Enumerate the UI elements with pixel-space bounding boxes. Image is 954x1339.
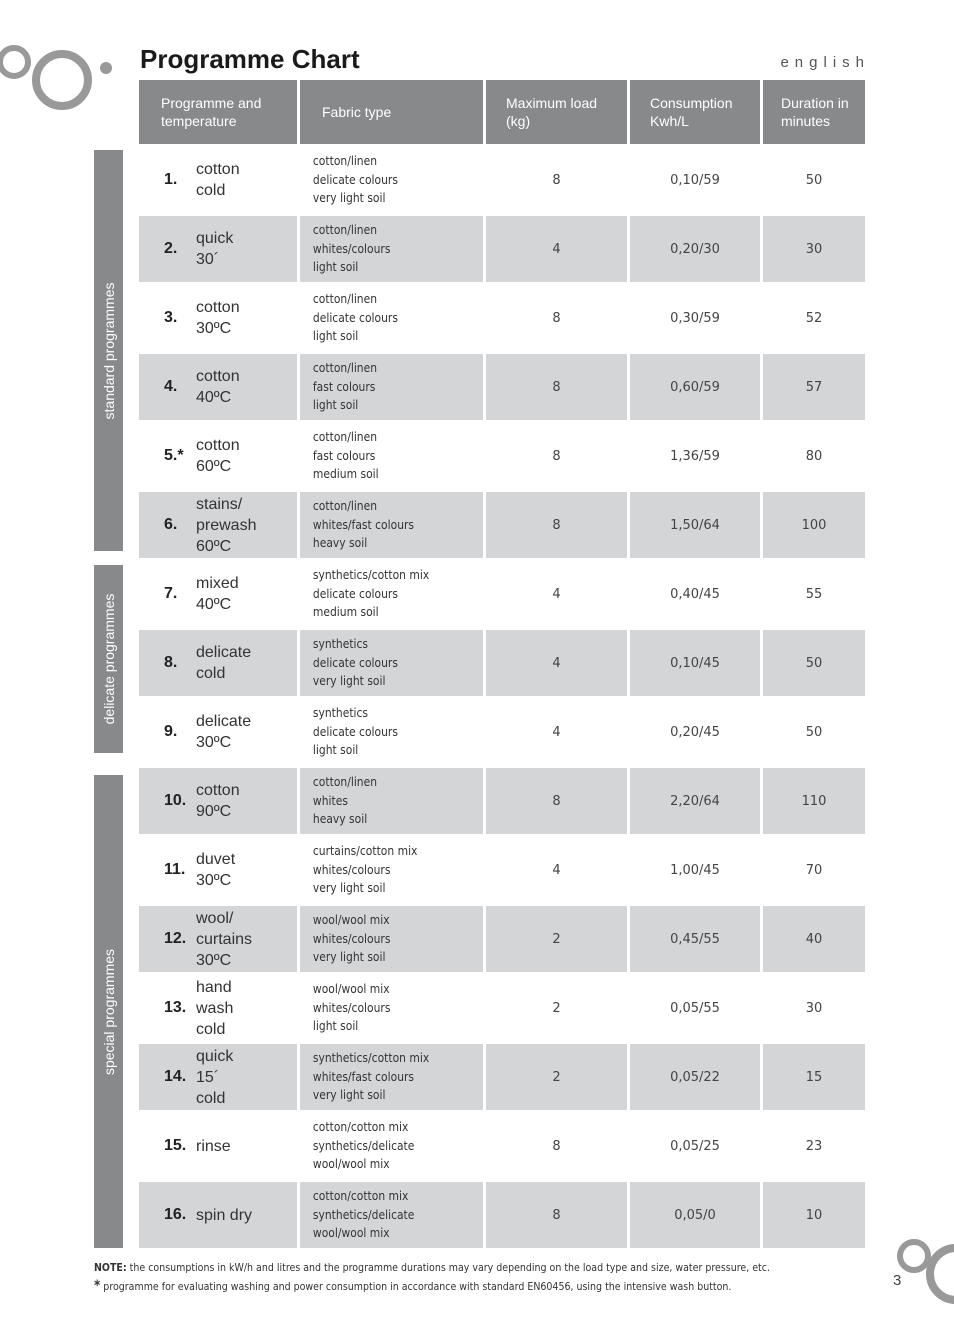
duration-cell: 57: [763, 354, 865, 420]
programme-name-line: mixed: [196, 575, 239, 592]
max-load-cell: 8: [486, 147, 627, 213]
fabric-line: synthetics: [312, 705, 369, 721]
fabric-cell: [300, 630, 483, 696]
fabric-line: medium soil: [312, 604, 379, 620]
fabric-line: cotton/linen: [312, 222, 378, 238]
consumption-cell: 0,60/59: [630, 354, 760, 420]
duration-cell: 52: [763, 285, 865, 351]
corner-circles-icon: [894, 1232, 954, 1312]
fabric-line: synthetics: [312, 636, 369, 652]
max-load-cell: 2: [486, 1044, 627, 1110]
consumption-cell: 0,20/30: [630, 216, 760, 282]
footnotes: [94, 1258, 868, 1296]
programme-number: 11.: [164, 861, 186, 878]
programme-number: 14.: [164, 1068, 187, 1085]
programme-name: [196, 297, 240, 339]
fabric-cell: [300, 147, 483, 213]
programme-name-line: 30ºC: [196, 872, 232, 889]
programme-number: 13.: [164, 999, 187, 1016]
programme-cell: [139, 216, 297, 282]
table-row: [139, 1113, 865, 1179]
programme-number: 8.: [164, 654, 178, 671]
programme-number: 7.: [164, 585, 178, 602]
fabric-cell: [300, 1044, 483, 1110]
brand-circles-icon: [0, 38, 120, 118]
fabric-cell: [300, 561, 483, 627]
table-row: [139, 837, 865, 903]
page-title: Programme Chart: [140, 44, 360, 74]
fabric-line: cotton/cotton mix: [312, 1119, 409, 1135]
table-row: [139, 1044, 865, 1110]
fabric-line: very light soil: [312, 949, 386, 965]
fabric-line: whites/colours: [312, 861, 391, 877]
fabric-type: [300, 980, 457, 1036]
fabric-line: cotton/linen: [312, 153, 378, 169]
table-row: [139, 906, 865, 972]
duration-cell: 55: [763, 561, 865, 627]
programme-name: [196, 228, 233, 270]
consumption-cell: 0,05/22: [630, 1044, 760, 1110]
programme-name-line: 30ºC: [196, 734, 232, 751]
fabric-cell: [300, 1113, 483, 1179]
consumption-cell: 2,20/64: [630, 768, 760, 834]
fabric-line: whites/colours: [312, 930, 391, 946]
consumption-cell: 0,05/55: [630, 975, 760, 1041]
fabric-type: [300, 497, 457, 553]
fabric-line: synthetics/delicate: [312, 1137, 415, 1153]
table-header-row: [139, 80, 865, 144]
programme-cell: [139, 561, 297, 627]
duration-cell: 80: [763, 423, 865, 489]
consumption-cell: 0,10/45: [630, 630, 760, 696]
consumption-cell: 0,20/45: [630, 699, 760, 765]
max-load-cell: 8: [486, 285, 627, 351]
duration-cell: 30: [763, 216, 865, 282]
fabric-line: whites/fast colours: [312, 1068, 415, 1084]
consumption-cell: 1,00/45: [630, 837, 760, 903]
programme-name-line: duvet: [196, 851, 236, 868]
programme-name-line: spin dry: [196, 1206, 253, 1224]
programme-cell: [139, 492, 297, 558]
programme-number: 9.: [164, 723, 178, 740]
programme-number: 6.: [164, 516, 178, 533]
table-row: [139, 423, 865, 489]
fabric-line: light soil: [312, 328, 359, 344]
programme-name: [196, 908, 252, 971]
duration-cell: 15: [763, 1044, 865, 1110]
max-load-cell: 8: [486, 492, 627, 558]
fabric-cell: [300, 906, 483, 972]
max-load-cell: 8: [486, 423, 627, 489]
table-row: [139, 561, 865, 627]
programme-name: [196, 1136, 231, 1157]
fabric-type: [300, 428, 457, 484]
programme-name: [196, 780, 240, 822]
programme-name-line: 90ºC: [196, 803, 232, 820]
programme-name: [196, 849, 235, 891]
star-note-line: * programme for evaluating washing and power consumption in accordance with standard EN60456, using the intensive wash button.: [94, 1278, 732, 1294]
fabric-line: synthetics/delicate: [312, 1206, 415, 1222]
fabric-line: very light soil: [312, 190, 386, 206]
programme-name-line: cold: [196, 1020, 226, 1038]
consumption-cell: 0,45/55: [630, 906, 760, 972]
fabric-type: [300, 1118, 457, 1174]
fabric-type: [300, 359, 457, 415]
programme-name: [196, 573, 239, 615]
duration-cell: 70: [763, 837, 865, 903]
programme-name-line: curtains: [196, 930, 253, 948]
duration-cell: 10: [763, 1182, 865, 1248]
programme-name: [196, 494, 256, 557]
max-load-cell: 8: [486, 1182, 627, 1248]
col-header-programme: Programme and temperature: [139, 80, 297, 144]
fabric-type: [300, 290, 457, 346]
programme-name-line: wash: [196, 999, 234, 1017]
programme-cell: [139, 354, 297, 420]
programme-cell: [139, 975, 297, 1041]
fabric-type: [300, 1049, 457, 1105]
fabric-cell: [300, 354, 483, 420]
fabric-line: heavy soil: [312, 535, 368, 551]
table-row: [139, 285, 865, 351]
fabric-line: light soil: [312, 259, 359, 275]
duration-cell: 40: [763, 906, 865, 972]
fabric-cell: [300, 492, 483, 558]
programme-number: 10.: [164, 792, 187, 809]
fabric-line: whites: [312, 792, 348, 808]
fabric-cell: [300, 837, 483, 903]
consumption-cell: 0,05/0: [630, 1182, 760, 1248]
fabric-line: light soil: [312, 1018, 359, 1034]
programme-name-line: delicate: [196, 644, 252, 661]
col-header-consumption: Consumption Kwh/L: [630, 80, 760, 144]
programme-name-line: hand: [196, 978, 232, 996]
programme-number: 5.*: [164, 447, 184, 464]
table-row: [139, 216, 865, 282]
duration-cell: 100: [763, 492, 865, 558]
consumption-cell: 0,10/59: [630, 147, 760, 213]
programme-name-line: cotton: [196, 437, 240, 454]
max-load-cell: 2: [486, 975, 627, 1041]
programme-name: [196, 642, 251, 684]
side-label-standard: standard programmes: [94, 150, 123, 551]
table-row: [139, 768, 865, 834]
fabric-line: cotton/linen: [312, 360, 378, 376]
max-load-cell: 8: [486, 768, 627, 834]
table-row: [139, 699, 865, 765]
max-load-cell: 8: [486, 354, 627, 420]
programme-name-line: 40ºC: [196, 596, 232, 613]
consumption-cell: 0,40/45: [630, 561, 760, 627]
fabric-line: whites/colours: [312, 999, 391, 1015]
max-load-cell: 4: [486, 216, 627, 282]
programme-cell: [139, 1113, 297, 1179]
fabric-line: wool/wool mix: [312, 1225, 390, 1241]
fabric-line: delicate colours: [312, 585, 398, 601]
programme-name-line: cold: [196, 665, 226, 682]
programme-name: [196, 435, 240, 477]
fabric-line: synthetics/cotton mix: [312, 567, 430, 583]
fabric-line: curtains/cotton mix: [312, 843, 418, 859]
fabric-line: very light soil: [312, 673, 386, 689]
programme-name-line: cotton: [196, 782, 240, 799]
fabric-type: [300, 704, 457, 760]
fabric-cell: [300, 768, 483, 834]
table-row: [139, 630, 865, 696]
consumption-cell: 0,30/59: [630, 285, 760, 351]
programme-name-line: 40ºC: [196, 389, 232, 406]
programme-cell: [139, 147, 297, 213]
fabric-type: [300, 152, 457, 208]
duration-cell: 23: [763, 1113, 865, 1179]
fabric-line: very light soil: [312, 880, 386, 896]
programme-name-line: wool/: [196, 909, 234, 927]
fabric-line: synthetics/cotton mix: [312, 1050, 430, 1066]
duration-cell: 50: [763, 147, 865, 213]
consumption-cell: 0,05/25: [630, 1113, 760, 1179]
duration-cell: 110: [763, 768, 865, 834]
consumption-cell: 1,36/59: [630, 423, 760, 489]
programme-cell: [139, 630, 297, 696]
programme-name: [196, 977, 233, 1040]
programme-name: [196, 366, 240, 408]
programme-name-line: delicate: [196, 713, 252, 730]
fabric-line: whites/fast colours: [312, 516, 415, 532]
programme-name-line: prewash: [196, 516, 257, 534]
fabric-line: fast colours: [312, 378, 376, 394]
programme-name-line: 30ºC: [196, 951, 232, 969]
programme-cell: [139, 285, 297, 351]
fabric-cell: [300, 285, 483, 351]
programme-name-line: cotton: [196, 299, 240, 316]
table-row: [139, 1182, 865, 1248]
table-row: [139, 492, 865, 558]
fabric-line: delicate colours: [312, 654, 398, 670]
side-label-special: special programmes: [94, 775, 123, 1248]
fabric-type: [300, 566, 457, 622]
programme-name-line: cold: [196, 1089, 226, 1107]
fabric-line: wool/wool mix: [312, 1156, 390, 1172]
fabric-line: cotton/linen: [312, 498, 378, 514]
table-row: [139, 975, 865, 1041]
max-load-cell: 4: [486, 837, 627, 903]
col-header-load: Maximum load (kg): [486, 80, 627, 144]
fabric-cell: [300, 423, 483, 489]
fabric-line: fast colours: [312, 447, 376, 463]
programme-name: [196, 1205, 252, 1226]
fabric-cell: [300, 1182, 483, 1248]
fabric-type: [300, 635, 457, 691]
programme-number: 16.: [164, 1206, 187, 1223]
programme-name-line: quick: [196, 1047, 234, 1065]
programme-cell: [139, 906, 297, 972]
side-label-delicate: delicate programmes: [94, 565, 123, 753]
programme-number: 2.: [164, 240, 178, 257]
fabric-type: [300, 773, 457, 829]
programme-number: 4.: [164, 378, 178, 395]
programme-name-line: quick: [196, 230, 234, 247]
programme-number: 12.: [164, 930, 187, 947]
consumption-cell: 1,50/64: [630, 492, 760, 558]
fabric-cell: [300, 216, 483, 282]
programme-cell: [139, 1182, 297, 1248]
fabric-type: [300, 911, 457, 967]
fabric-cell: [300, 975, 483, 1041]
programme-name-line: 30´: [196, 251, 220, 268]
programme-number: 15.: [164, 1137, 187, 1154]
programme-cell: [139, 1044, 297, 1110]
programme-cell: [139, 423, 297, 489]
table-row: [139, 354, 865, 420]
fabric-line: wool/wool mix: [312, 981, 390, 997]
fabric-line: very light soil: [312, 1087, 386, 1103]
max-load-cell: 4: [486, 699, 627, 765]
fabric-line: delicate colours: [312, 171, 398, 187]
fabric-line: medium soil: [312, 466, 379, 482]
fabric-line: cotton/linen: [312, 774, 378, 790]
fabric-line: light soil: [312, 397, 359, 413]
language-label: english: [780, 54, 870, 71]
programme-name-line: 30ºC: [196, 320, 232, 337]
programme-name: [196, 711, 251, 753]
max-load-cell: 4: [486, 630, 627, 696]
programme-name-line: 60ºC: [196, 537, 232, 555]
programme-table: [136, 77, 868, 1251]
max-load-cell: 8: [486, 1113, 627, 1179]
duration-cell: 50: [763, 630, 865, 696]
programme-name-line: 60ºC: [196, 458, 232, 475]
fabric-line: cotton/cotton mix: [312, 1188, 409, 1204]
programme-name-line: cold: [196, 182, 226, 199]
programme-name-line: rinse: [196, 1137, 231, 1155]
duration-cell: 30: [763, 975, 865, 1041]
fabric-line: delicate colours: [312, 309, 398, 325]
programme-number: 3.: [164, 309, 178, 326]
programme-number: 1.: [164, 171, 178, 188]
programme-name: [196, 1046, 233, 1109]
max-load-cell: 2: [486, 906, 627, 972]
table-row: [139, 147, 865, 213]
fabric-line: heavy soil: [312, 811, 368, 827]
fabric-type: [300, 842, 457, 898]
fabric-type: [300, 1187, 457, 1243]
fabric-line: cotton/linen: [312, 291, 378, 307]
fabric-line: delicate colours: [312, 723, 398, 739]
col-header-duration: Duration in minutes: [763, 80, 865, 144]
page-number: 3: [893, 1272, 902, 1289]
programme-name: [196, 159, 240, 201]
programme-name-line: cotton: [196, 368, 240, 385]
programme-name-line: stains/: [196, 495, 243, 513]
col-header-fabric: Fabric type: [300, 80, 483, 144]
programme-cell: [139, 699, 297, 765]
max-load-cell: 4: [486, 561, 627, 627]
duration-cell: 50: [763, 699, 865, 765]
note-line: NOTE: the consumptions in kW/h and litres and the programme durations may vary depending on the load type and size, water pressure, etc.: [94, 1261, 770, 1274]
programme-name-line: cotton: [196, 161, 240, 178]
fabric-type: [300, 221, 457, 277]
programme-name-line: 15´: [196, 1068, 220, 1086]
programme-cell: [139, 837, 297, 903]
fabric-line: light soil: [312, 742, 359, 758]
fabric-line: whites/colours: [312, 240, 391, 256]
fabric-line: wool/wool mix: [312, 912, 390, 928]
programme-cell: [139, 768, 297, 834]
fabric-line: cotton/linen: [312, 429, 378, 445]
fabric-cell: [300, 699, 483, 765]
